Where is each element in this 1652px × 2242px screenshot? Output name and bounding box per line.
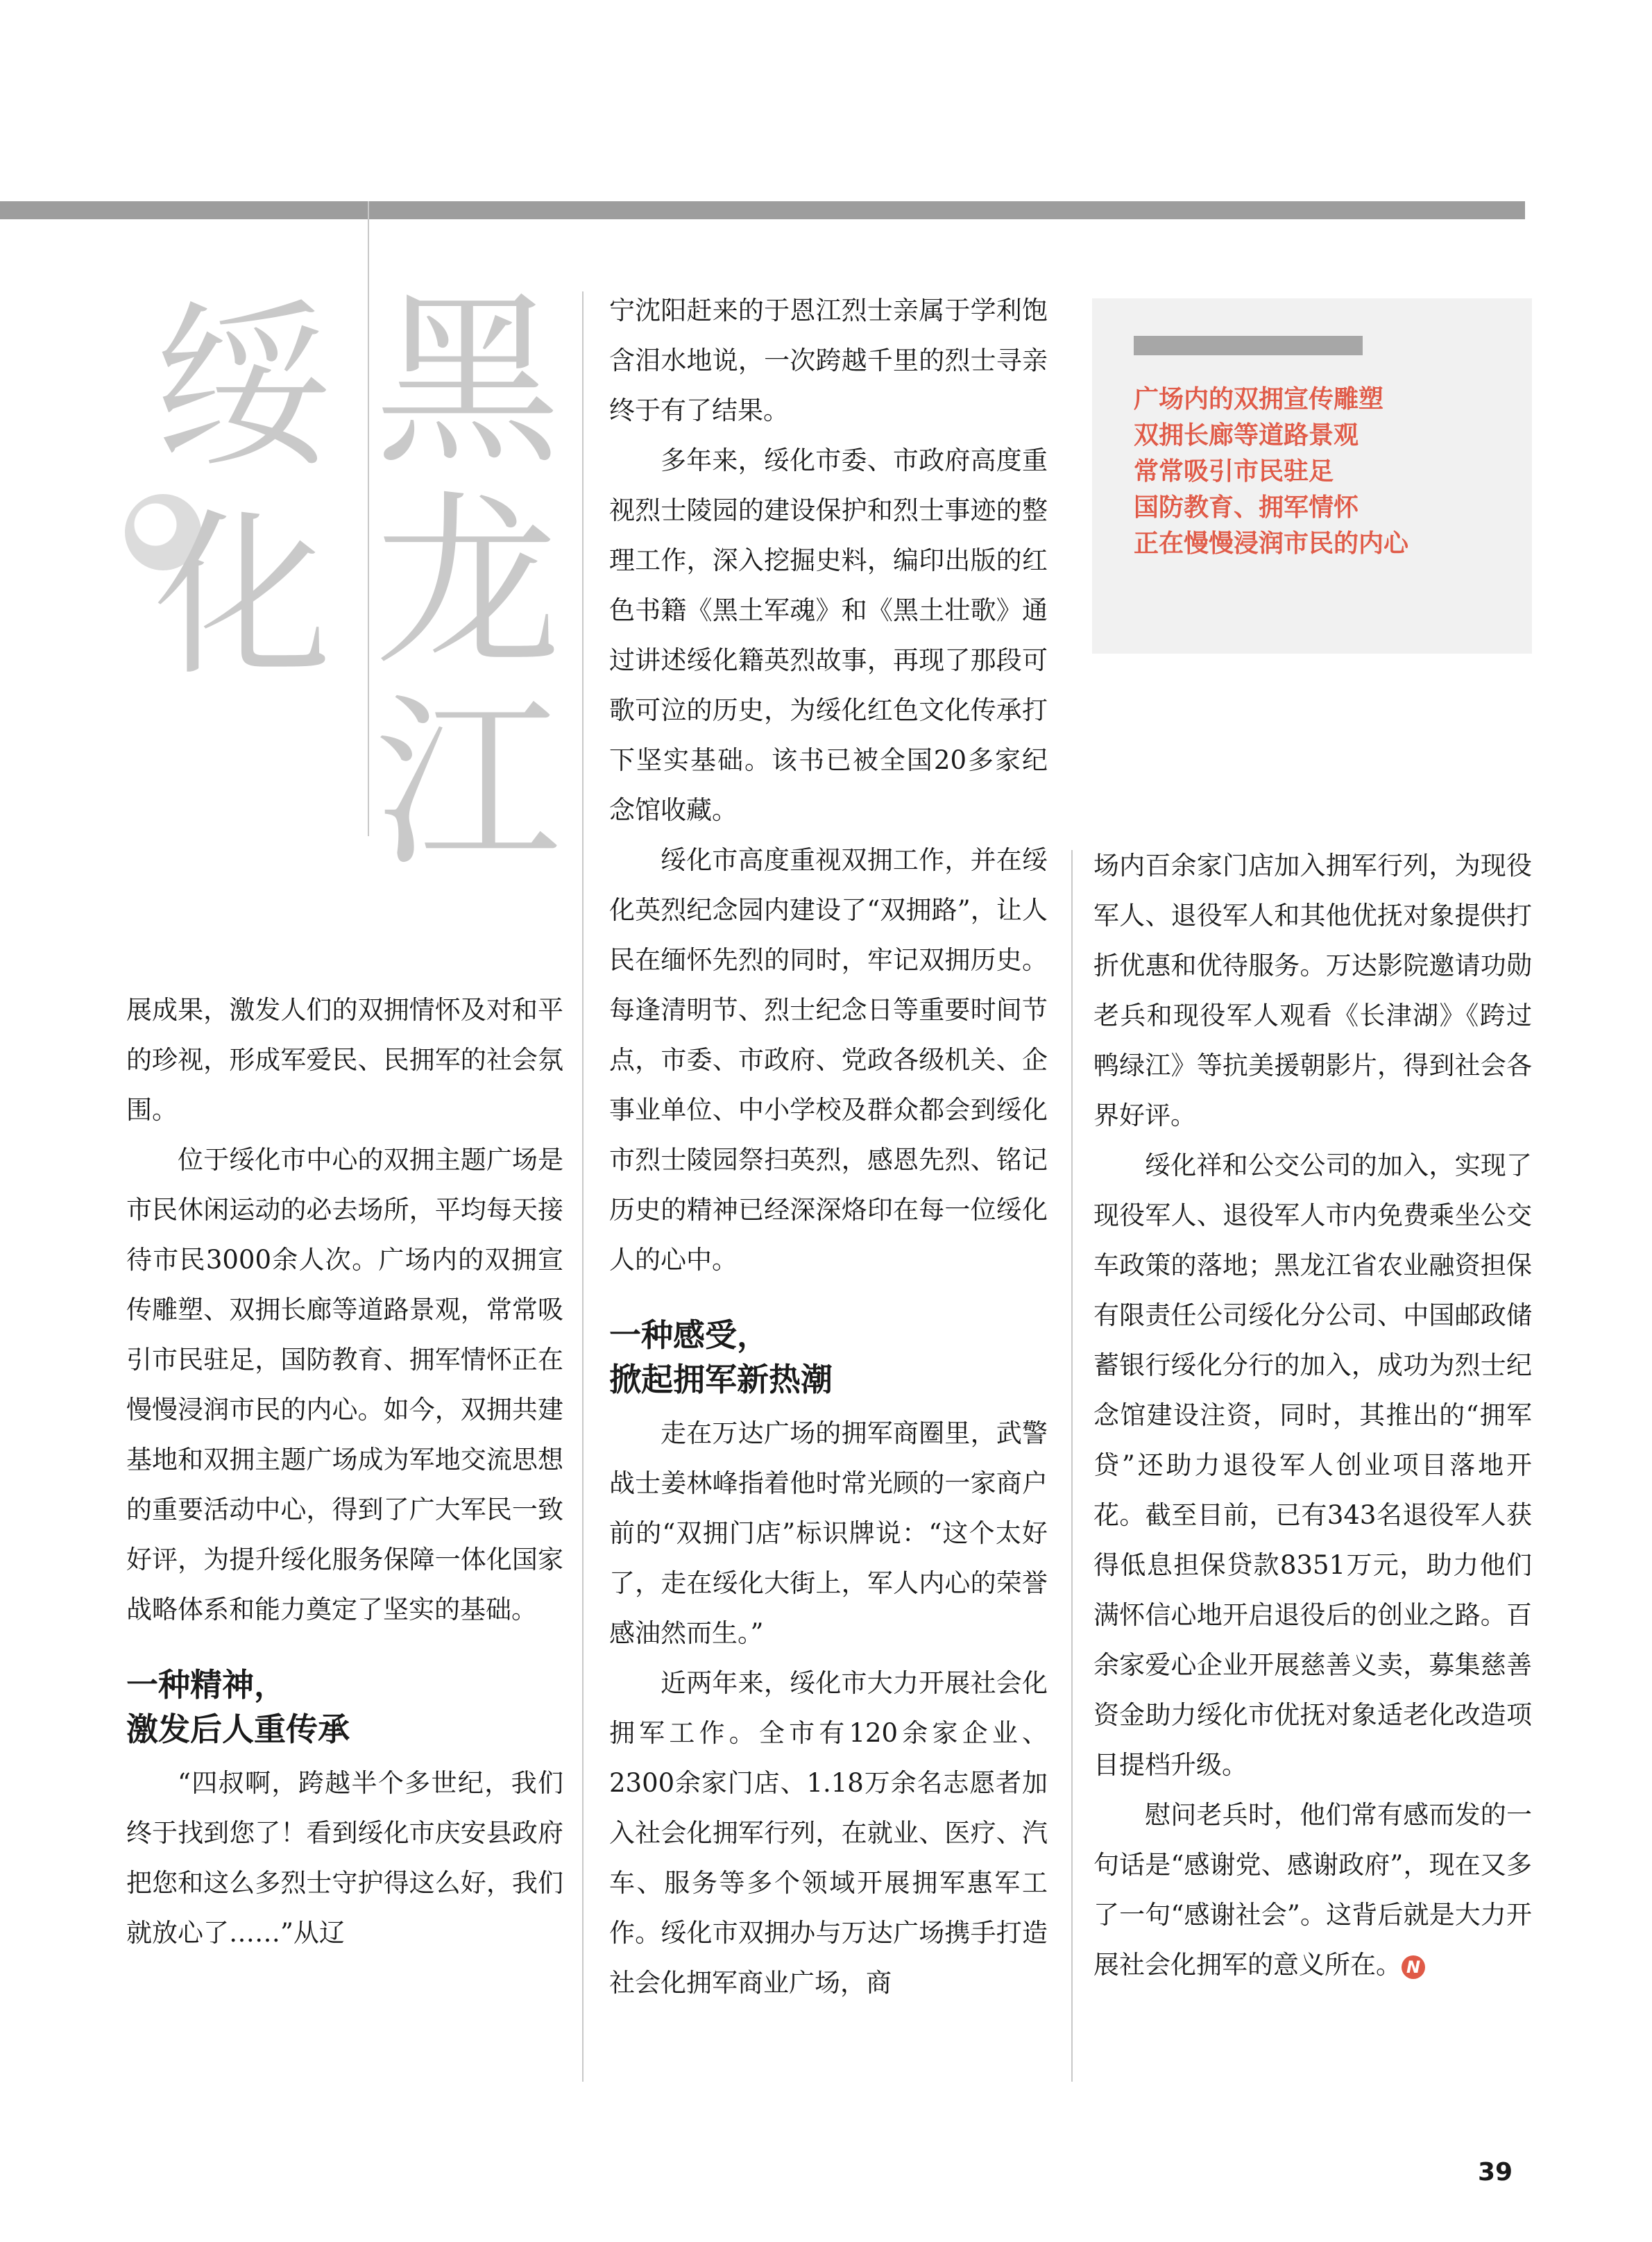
paragraph: 场内百余家门店加入拥军行列，为现役军人、退役军人和其他优抚对象提供打折优惠和优待服务。万达影院邀请功勋老兵和现役军人观看《长津湖》《跨过鸭绿江》等抗美援朝影片，得到社会各界好评。 <box>1093 851 1532 1130</box>
page-number: 39 <box>1478 2158 1513 2186</box>
paragraph: 近两年来，绥化市大力开展社会化拥军工作。全市有120余家企业、2300余家门店、1.18万余名志愿者加入社会化拥军行列，在就业、医疗、汽车、服务等多个领域开展拥军惠军工作。绥化市双拥办与万达广场携手打造社会化拥军商业广场，商 <box>609 1668 1048 1998</box>
pull-quote-line: 常常吸引市民驻足 <box>1134 457 1334 486</box>
title-suihua <box>154 285 332 701</box>
paragraph: 展成果，激发人们的双拥情怀及对和平的珍视，形成军爱民、民拥军的社会氛围。 <box>126 995 563 1125</box>
article-column-2 <box>609 286 1048 2008</box>
column-divider-1 <box>582 291 584 2082</box>
title-char: 龙 <box>375 475 561 691</box>
title-heilongjiang <box>375 273 561 892</box>
end-mark-icon: N <box>1402 1955 1425 1979</box>
paragraph: “四叔啊，跨越半个多世纪，我们终于找到您了！看到绥化市庆安县政府把您和这么多烈士守护得这么好，我们就放心了……”从辽 <box>126 1768 563 1948</box>
pull-quote-box <box>1092 298 1532 654</box>
section-heading-feeling: 一种感受， 掀起拥军新热潮 <box>609 1316 833 1398</box>
title-divider <box>368 201 369 836</box>
column-divider-2 <box>1071 850 1073 2082</box>
paragraph: 宁沈阳赶来的于恩江烈士亲属于学利饱含泪水地说，一次跨越千里的烈士寻亲终于有了结果。 <box>609 296 1048 425</box>
section-heading-spirit: 一种精神， 激发后人重传承 <box>126 1666 350 1748</box>
pull-quote-line: 正在慢慢浸润市民的内心 <box>1134 529 1409 558</box>
paragraph: 走在万达广场的拥军商圈里，武警战士姜林峰指着他时常光顾的一家商户前的“双拥门店”标识牌说：“这个太好了，走在绥化大街上，军人内心的荣誉感油然而生。” <box>609 1418 1048 1648</box>
pull-quote-line: 广场内的双拥宣传雕塑 <box>1134 385 1384 414</box>
top-banner-bar <box>0 201 1525 219</box>
pull-quote-text <box>1134 382 1522 562</box>
article-column-1 <box>126 985 563 1958</box>
pull-quote-line: 国防教育、拥军情怀 <box>1134 493 1359 522</box>
title-char: 江 <box>375 676 561 892</box>
article-column-3 <box>1093 841 1532 1990</box>
paragraph: 慰问老兵时，他们常有感而发的一句话是“感谢党、感谢政府”，现在又多了一句“感谢社会”。这背后就是大力开展社会化拥军的意义所在。 N <box>1093 1800 1532 1980</box>
title-char: 绥 <box>154 285 332 492</box>
pull-quote-bar <box>1134 336 1363 355</box>
title-char: 化 <box>154 493 332 700</box>
paragraph: 绥化市高度重视双拥工作，并在绥化英烈纪念园内建设了“双拥路”，让人民在缅怀先烈的同时，牢记双拥历史。每逢清明节、烈士纪念日等重要时间节点，市委、市政府、党政各级机关、企事业单位、中小学校及群众都会到绥化市烈士陵园祭扫英烈，感恩先烈、铭记历史的精神已经深深烙印在每一位绥化人的心中。 <box>609 845 1048 1275</box>
pull-quote-line: 双拥长廊等道路景观 <box>1134 421 1359 450</box>
paragraph: 多年来，绥化市委、市政府高度重视烈士陵园的建设保护和烈士事迹的整理工作，深入挖掘史料，编印出版的红色书籍《黑土军魂》和《黑土壮歌》通过讲述绥化籍英烈故事，再现了那段可歌可泣的历史，为绥化红色文化传承打下坚实基础。该书已被全国20多家纪念馆收藏。 <box>609 445 1048 825</box>
paragraph: 位于绥化市中心的双拥主题广场是市民休闲运动的必去场所，平均每天接待市民3000余人次。广场内的双拥宣传雕塑、双拥长廊等道路景观，常常吸引市民驻足，国防教育、拥军情怀正在慢慢浸润市民的内心。如今，双拥共建基地和双拥主题广场成为军地交流思想的重要活动中心，得到了广大军民一致好评，为提升绥化服务保障一体化国家战略体系和能力奠定了坚实的基础。 <box>126 1145 563 1624</box>
title-char: 黑 <box>375 273 561 490</box>
paragraph: 绥化祥和公交公司的加入，实现了现役军人、退役军人市内免费乘坐公交车政策的落地；黑龙江省农业融资担保有限责任公司绥化分公司、中国邮政储蓄银行绥化分行的加入，成功为烈士纪念馆建设注资，同时，其推出的“拥军贷”还助力退役军人创业项目落地开花。截至目前，已有343名退役军人获得低息担保贷款8351万元，助力他们满怀信心地开启退役后的创业之路。百余家爱心企业开展慈善义卖，募集慈善资金助力绥化市优抚对象适老化改造项目提档升级。 <box>1093 1150 1532 1780</box>
